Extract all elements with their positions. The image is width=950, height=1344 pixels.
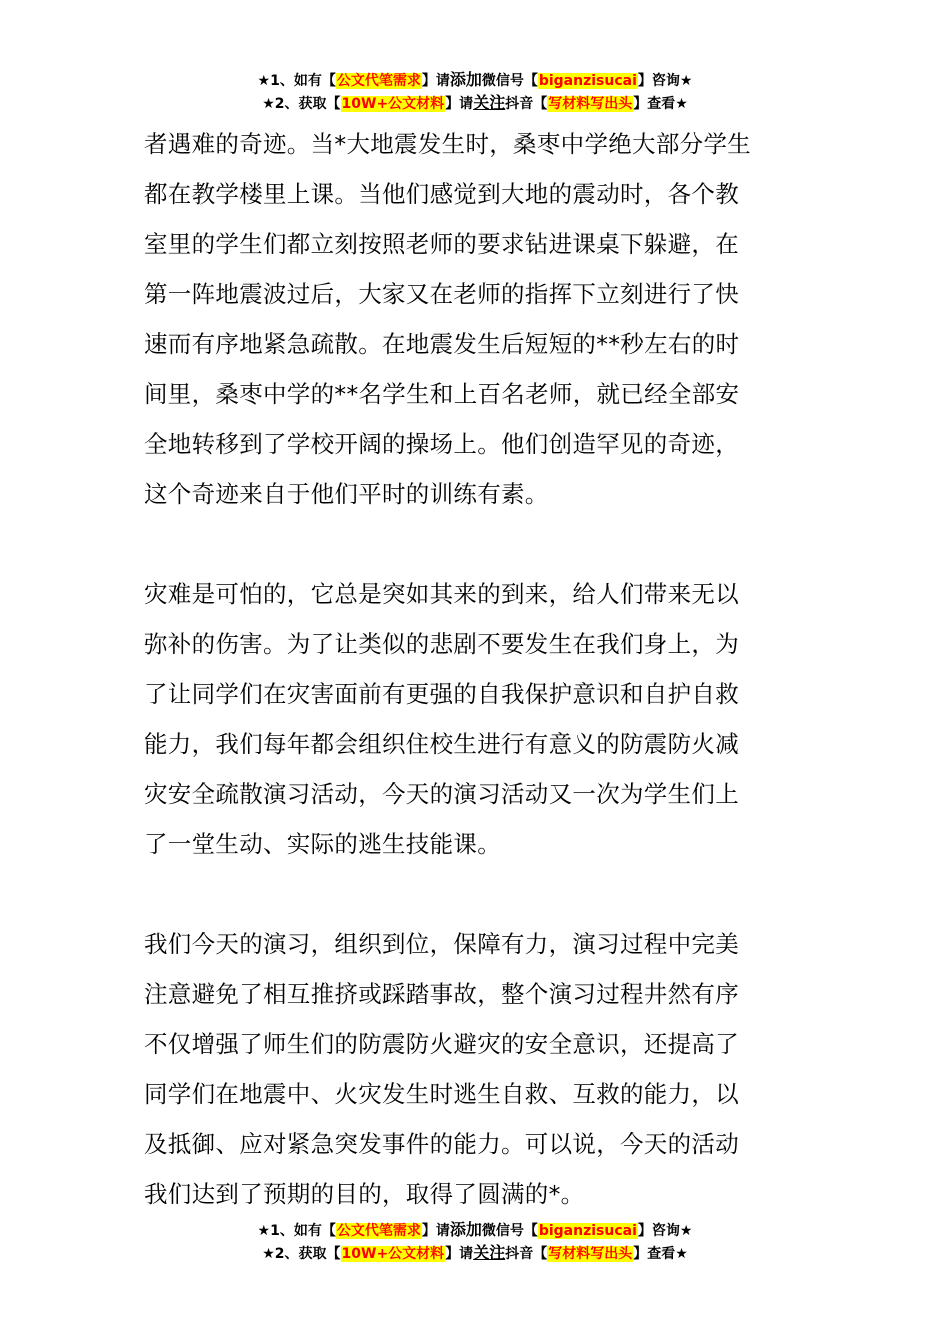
header-line-1 (0, 69, 950, 92)
header-line-2-suffix: 】查看★ (633, 96, 688, 112)
header-follow-emphasis: 关注 (473, 93, 506, 112)
paragraph-disaster: 灾难是可怕的，它总是突如其来的到来，给人们带来无以 弥补的伤害。为了让类似的悲剧不要发生在我们身上，为 了让同学们在灾害面前有更强的自我保护意识和自护自救 能力，我们每年都会组织住校生进行有意义的防震防火减 灾安全疏散演习活动，今天的演习活动又一次为学生们上 了一堂生动、实际的逃生技能课。 (144, 580, 739, 858)
footer-line-1-suffix: 】咨询★ (637, 1223, 693, 1239)
footer-line-1-prefix: ★1、如有【 (257, 1223, 336, 1239)
paragraph-drill-summary: 我们今天的演习，组织到位，保障有力，演习过程中完美 注意避免了相互推挤或踩踏事故，整个演习过程井然有序 不仅增强了师生们的防震防火避灾的安全意识，还提高了 同学们在地震中、火灾发生时逃生自救、互救的能力，以 及抵御、应对紧急突发事件的能力。可以说，今天的活动 我们达到了预期的目的，取得了圆满的*。 (144, 930, 739, 1208)
paragraph-gap (144, 869, 816, 919)
header-line-2 (0, 92, 950, 115)
paragraph-miracle: 者遇难的奇迹。当*大地震发生时，桑枣中学绝大部分学生 都在教学楼里上课。当他们感觉到大地的震动时，各个教 室里的学生们都立刻按照老师的要求钻进课桌下躲避，在 第一阵地震波过后，大家又在老师的指挥下立刻进行了快 速而有序地紧急疏散。在地震发生后短短的**秒左右的时 间里，桑枣中学的**名学生和上百名老师，就已经全部安 全地转移到了学校开阔的操场上。他们创造罕见的奇迹， 这个奇迹来自于他们平时的训练有素。 (144, 130, 752, 508)
header-banner (0, 69, 950, 115)
footer-add-emphasis: 添加 (449, 1220, 482, 1239)
header-service-highlight: 公文代笔需求 (336, 73, 421, 89)
footer-service-highlight: 公文代笔需求 (336, 1223, 421, 1239)
footer-line-2-mid: 】请 (445, 1246, 474, 1262)
header-line-1-suffix: 】咨询★ (637, 73, 693, 89)
header-line-1-mid: 】请 (421, 73, 450, 89)
header-line-2-mid: 】请 (445, 96, 474, 112)
header-line-1-prefix: ★1、如有【 (257, 73, 336, 89)
document-body (144, 119, 816, 1219)
footer-follow-emphasis: 关注 (473, 1243, 506, 1262)
footer-line-1-mid: 】请 (421, 1223, 450, 1239)
footer-line-1-mid2: 微信号【 (481, 1223, 538, 1239)
footer-materials-highlight: 10W+公文材料 (341, 1246, 445, 1262)
footer-line-2-suffix: 】查看★ (633, 1246, 688, 1262)
paragraph-gap (144, 519, 816, 569)
header-line-2-prefix: ★2、获取【 (262, 96, 341, 112)
footer-banner (0, 1219, 950, 1265)
header-line-2-mid2: 抖音【 (505, 96, 548, 112)
header-add-emphasis: 添加 (449, 70, 482, 89)
footer-line-2-mid2: 抖音【 (505, 1246, 548, 1262)
footer-douyin-highlight: 写材料写出头 (548, 1246, 633, 1262)
footer-line-2 (0, 1242, 950, 1265)
footer-line-1 (0, 1219, 950, 1242)
footer-line-2-prefix: ★2、获取【 (262, 1246, 341, 1262)
header-line-1-mid2: 微信号【 (481, 73, 538, 89)
header-douyin-highlight: 写材料写出头 (548, 96, 633, 112)
footer-wechat-id-highlight: biganzisucai (538, 1223, 637, 1239)
header-wechat-id-highlight: biganzisucai (538, 73, 637, 89)
header-materials-highlight: 10W+公文材料 (341, 96, 445, 112)
